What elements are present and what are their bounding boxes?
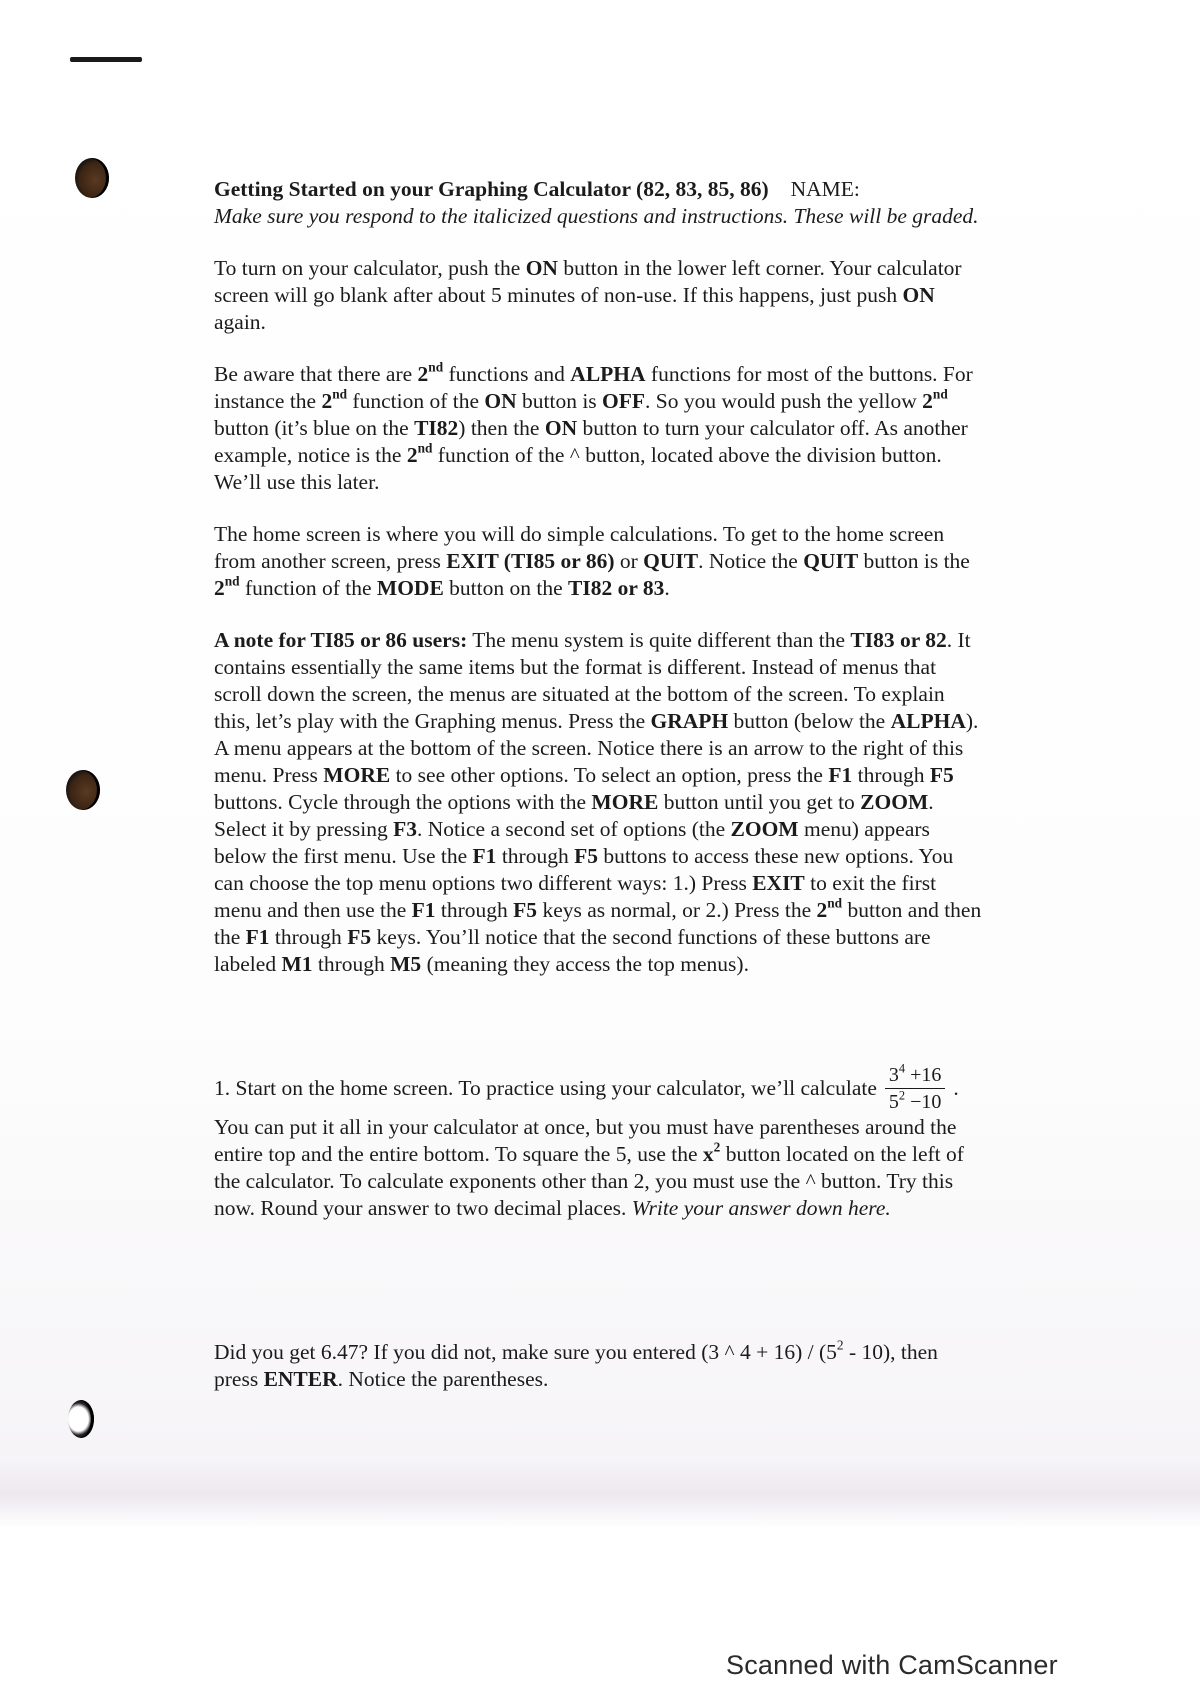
camscanner-watermark: Scanned with CamScanner <box>726 1650 1058 1680</box>
fraction-denominator: $5^2 -10$ <box>888 1088 942 1113</box>
punch-hole-middle <box>66 770 100 810</box>
fraction-period: . <box>953 1076 959 1100</box>
punch-hole-bottom <box>68 1400 94 1438</box>
top-left-dash-mark <box>70 57 142 62</box>
paragraph-turn-on: To turn on your calculator, push the ON button in the lower left corner. Your calculator screen will go blank after about 5 minutes of non-use. If this happens, just push ON again. <box>214 256 962 334</box>
worksheet-title: Getting Started on your Graphing Calculator (82, 83, 85, 86) <box>214 177 769 201</box>
question-1-lead <box>214 1063 984 1114</box>
question-1-instructions: You can put it all in your calculator at once, but you must have parentheses around the entire top and the entire bottom. To square the 5, use the $x^2$ button located on the left of the calculator. To calculate exponents other than 2, you must use the ^ button. Try this now. Round your answer to two decimal places. Write your answer down here. <box>214 1115 964 1220</box>
answer-space <box>214 1247 984 1339</box>
fraction-expression <box>885 1063 945 1114</box>
answer-check-paragraph: Did you get 6.47? If you did not, make sure you entered (3 ^ $4 + 16) / (5^2 - 10)$, then press ENTER. Notice the parentheses. <box>214 1337 938 1391</box>
worksheet <box>214 176 984 1418</box>
name-label: NAME: <box>790 177 860 201</box>
punch-hole-top <box>75 158 109 198</box>
graded-instructions: Make sure you respond to the italicized questions and instructions. These will be graded. <box>214 204 979 228</box>
spacer <box>214 1003 984 1063</box>
paragraph-home-screen: The home screen is where you will do simple calculations. To get to the home screen from another screen, press EXIT (TI85 or 86) or QUIT. Notice the QUIT button is the 2nd function of the MODE button on the TI82 or 83. <box>214 522 970 600</box>
paragraph-second-functions: Be aware that there are 2nd functions and ALPHA functions for most of the buttons. For instance the 2nd function of the ON button is OFF. So you would push the yellow 2nd button (it’s blue on the TI82) then the ON button to turn your calculator off. As another example, notice is the 2nd function of the ^ button, located above the division button. We’ll use this later. <box>214 359 973 494</box>
question-1-text: 1. Start on the home screen. To practice using your calculator, we’ll calculate <box>214 1076 877 1100</box>
fraction-numerator: $3^4 +16$ <box>885 1063 945 1089</box>
title-line <box>214 176 984 203</box>
paragraph-ti85-note: A note for TI85 or 86 users: The menu system is quite different than the TI83 or 82. It contains essentially the same items but the format is different. Instead of menus that scroll down the screen, the menus are situated at the bottom of the screen. To explain this, let’s play with the Graphing menus. Press the GRAPH button (below the ALPHA). A menu appears at the bottom of the screen. Notice there is an arrow to the right of this menu. Press MORE to see other options. To select an option, press the F1 through F5 buttons. Cycle through the options with the MORE button until you get to ZOOM. Select it by pressing F3. Notice a second set of options (the ZOOM menu) appears below the first menu. Use the F1 through F5 buttons to access these new options. You can choose the top menu options two different ways: 1.) Press EXIT to exit the first menu and then use the F1 through F5 keys as normal, or 2.) Press the 2nd button and then the F1 through F5 keys. You’ll notice that the second functions of these buttons are labeled M1 through M5 (meaning they access the top menus). <box>214 628 982 976</box>
